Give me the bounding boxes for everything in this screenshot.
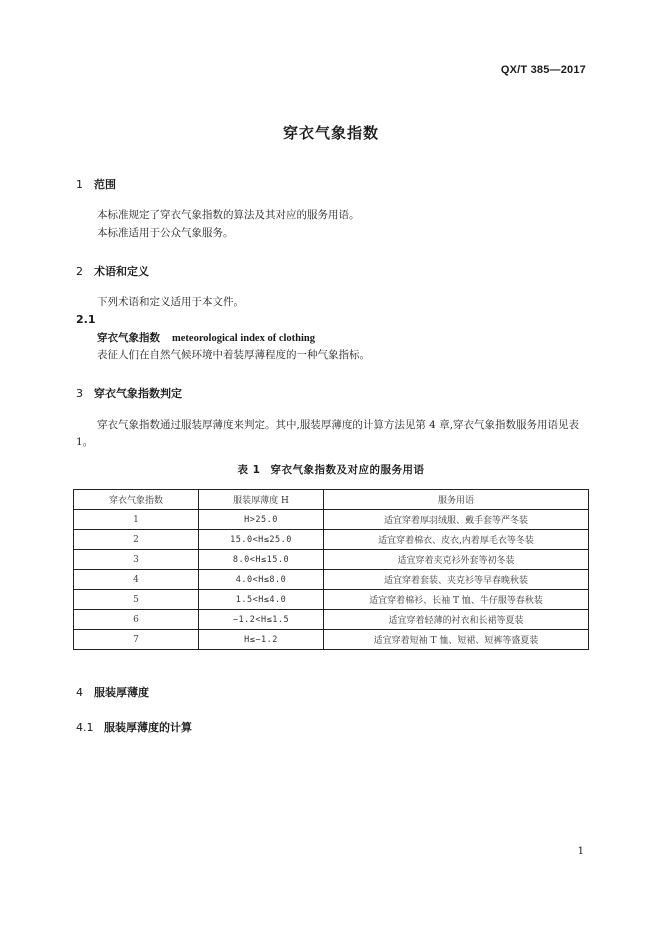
cell-service-term: 适宜穿着套装、夹克衫等早春晚秋装 xyxy=(324,570,589,590)
table-caption xyxy=(0,462,662,477)
term-chinese: 穿衣气象指数 xyxy=(97,332,160,344)
subsection-number: 4.1 xyxy=(76,721,94,734)
cell-service-term: 适宜穿着棉衫、长袖 T 恤、牛仔服等春秋装 xyxy=(324,590,589,610)
cell-service-term: 适宜穿着短袖 T 恤、短裙、短裤等盛夏装 xyxy=(324,630,589,650)
section-number: 2 xyxy=(76,265,83,278)
section-title: 穿衣气象指数判定 xyxy=(94,387,182,400)
header-service-terms: 服务用语 xyxy=(324,490,589,510)
section-number: 4 xyxy=(76,686,83,699)
section-number: 1 xyxy=(76,178,83,191)
clothing-index-table xyxy=(73,489,589,650)
table-row xyxy=(74,610,589,630)
term-definition: 表征人们在自然气候环境中着装厚薄程度的一种气象指标。 xyxy=(97,349,370,361)
table-row xyxy=(74,590,589,610)
table-row xyxy=(74,550,589,570)
cell-index: 1 xyxy=(74,510,199,530)
header-thickness: 服装厚薄度 H xyxy=(199,490,324,510)
cell-thickness: −1.2<H≤1.5 xyxy=(199,610,324,630)
section-number: 3 xyxy=(76,387,83,400)
table-row xyxy=(74,630,589,650)
section-1-paragraph-2: 本标准适用于公众气象服务。 xyxy=(97,227,234,239)
cell-index: 7 xyxy=(74,630,199,650)
table-header-row xyxy=(74,490,589,510)
section-1-paragraph-1: 本标准规定了穿衣气象指数的算法及其对应的服务用语。 xyxy=(97,209,360,221)
cell-thickness: 1.5<H≤4.0 xyxy=(199,590,324,610)
document-title: 穿衣气象指数 xyxy=(282,124,379,142)
cell-service-term: 适宜穿着轻薄的衬衣和长裙等夏装 xyxy=(324,610,589,630)
section-4-heading xyxy=(76,684,149,700)
section-1-heading xyxy=(76,176,116,192)
term-number: 2.1 xyxy=(76,313,96,326)
page-number: 1 xyxy=(577,846,584,857)
cell-thickness: 15.0<H≤25.0 xyxy=(199,530,324,550)
section-title: 范围 xyxy=(94,178,116,191)
section-title: 术语和定义 xyxy=(94,265,149,278)
cell-thickness: H≤−1.2 xyxy=(199,630,324,650)
table-row xyxy=(74,530,589,550)
section-2-paragraph-1: 下列术语和定义适用于本文件。 xyxy=(97,296,244,308)
cell-service-term: 适宜穿着厚羽绒服、戴手套等严冬装 xyxy=(324,510,589,530)
cell-service-term: 适宜穿着棉衣、皮衣,内着厚毛衣等冬装 xyxy=(324,530,589,550)
table-row xyxy=(74,570,589,590)
section-4-1-heading xyxy=(76,719,192,735)
table-row xyxy=(74,510,589,530)
standard-code: QX/T 385—2017 xyxy=(500,64,586,76)
cell-index: 4 xyxy=(74,570,199,590)
subsection-title: 服装厚薄度的计算 xyxy=(104,721,192,734)
section-3-paragraph-1: 穿衣气象指数通过服装厚薄度来判定。其中,服装厚薄度的计算方法见第 4 章,穿衣气象指数服务用语见表 1。 xyxy=(76,419,580,448)
cell-thickness: 4.0<H≤8.0 xyxy=(199,570,324,590)
cell-index: 3 xyxy=(74,550,199,570)
header-index: 穿衣气象指数 xyxy=(74,490,199,510)
cell-index: 6 xyxy=(74,610,199,630)
section-title: 服装厚薄度 xyxy=(94,686,149,699)
section-2-heading xyxy=(76,263,149,279)
table-title: 穿衣气象指数及对应的服务用语 xyxy=(270,464,425,476)
cell-service-term: 适宜穿着夹克衫外套等初冬装 xyxy=(324,550,589,570)
cell-index: 5 xyxy=(74,590,199,610)
section-3-heading xyxy=(76,385,182,401)
term-english: meteorological index of clothing xyxy=(172,333,315,344)
cell-thickness: H>25.0 xyxy=(199,510,324,530)
cell-thickness: 8.0<H≤15.0 xyxy=(199,550,324,570)
cell-index: 2 xyxy=(74,530,199,550)
table-number: 表 1 xyxy=(237,464,261,476)
term-entry xyxy=(97,330,315,345)
